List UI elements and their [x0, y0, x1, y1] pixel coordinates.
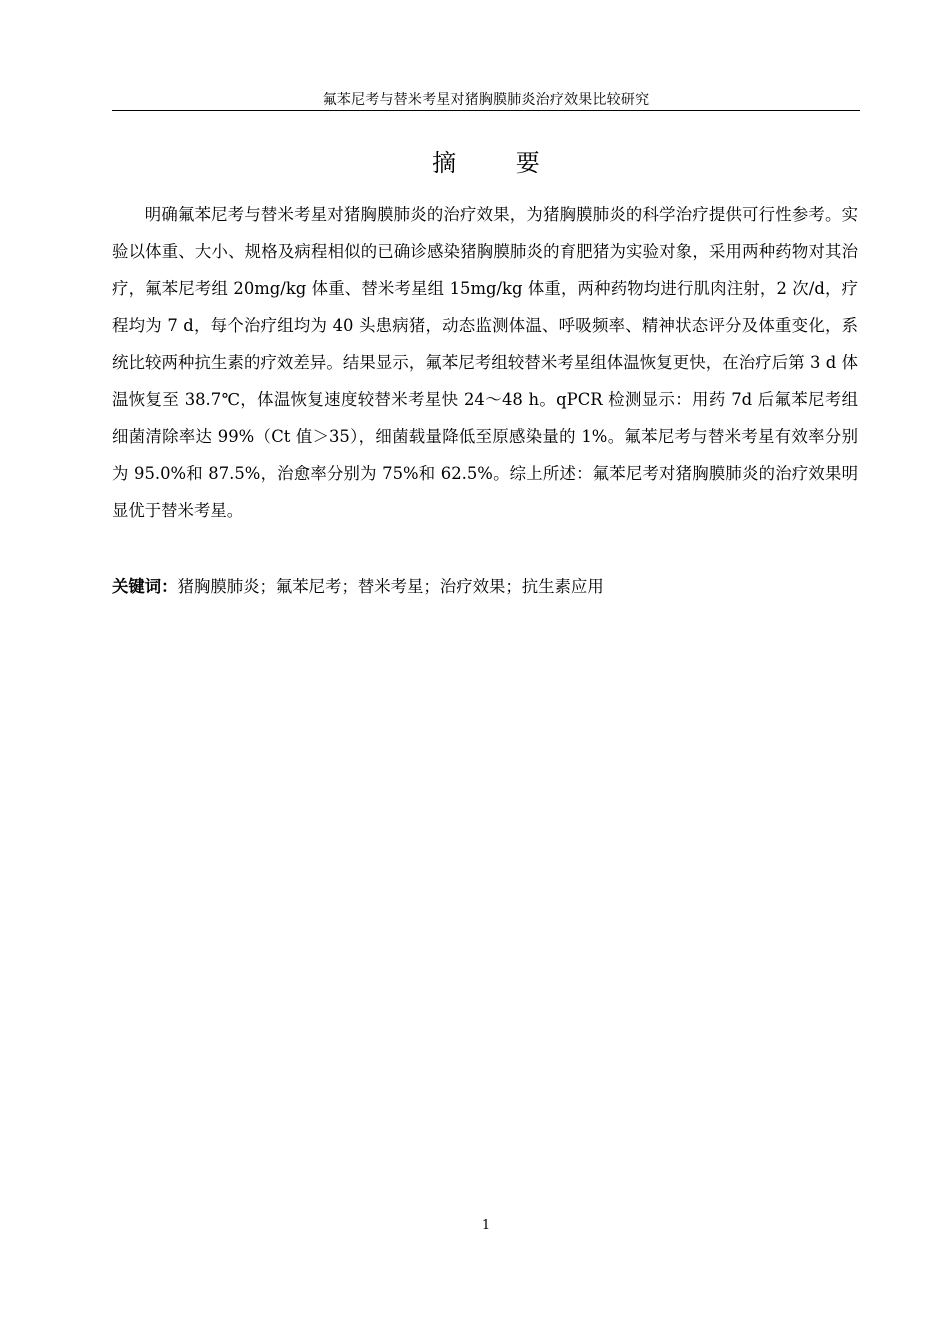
page-number: 1	[481, 1218, 491, 1233]
abstract-heading: 摘 要	[432, 149, 566, 177]
keywords-label: 关键词：	[112, 577, 178, 596]
keywords-line	[112, 568, 858, 605]
keywords-text: 猪胸膜肺炎；氟苯尼考；替米考星；治疗效果；抗生素应用	[177, 577, 604, 596]
running-header: 氟苯尼考与替米考星对猪胸膜肺炎治疗效果比较研究	[112, 90, 860, 111]
abstract-body: 明确氟苯尼考与替米考星对猪胸膜肺炎的治疗效果，为猪胸膜肺炎的科学治疗提供可行性参考。实验以体重、大小、规格及病程相似的已确诊感染猪胸膜肺炎的育肥猪为实验对象，采用两种药物对其治疗，氟苯尼考组 20mg/kg 体重、替米考星组 15mg/kg 体重，两种药物均进行肌肉注射，2 次/d，疗程均为 7 d，每个治疗组均为 40 头患病猪，动态监测体温、呼吸频率、精神状态评分及体重变化，系统比较两种抗生素的疗效差异。结果显示，氟苯尼考组较替米考星组体温恢复更快，在治疗后第 3 d 体温恢复至 38.7℃，体温恢复速度较替米考星快 24～48 h。qPCR 检测显示：用药 7d 后氟苯尼考组细菌清除率达 99%（Ct 值＞35），细菌载量降低至原感染量的 1%。氟苯尼考与替米考星有效率分别为 95.0%和 87.5%，治愈率分别为 75%和 62.5%。综上所述：氟苯尼考对猪胸膜肺炎的治疗效果明显优于替米考星。	[112, 205, 858, 520]
